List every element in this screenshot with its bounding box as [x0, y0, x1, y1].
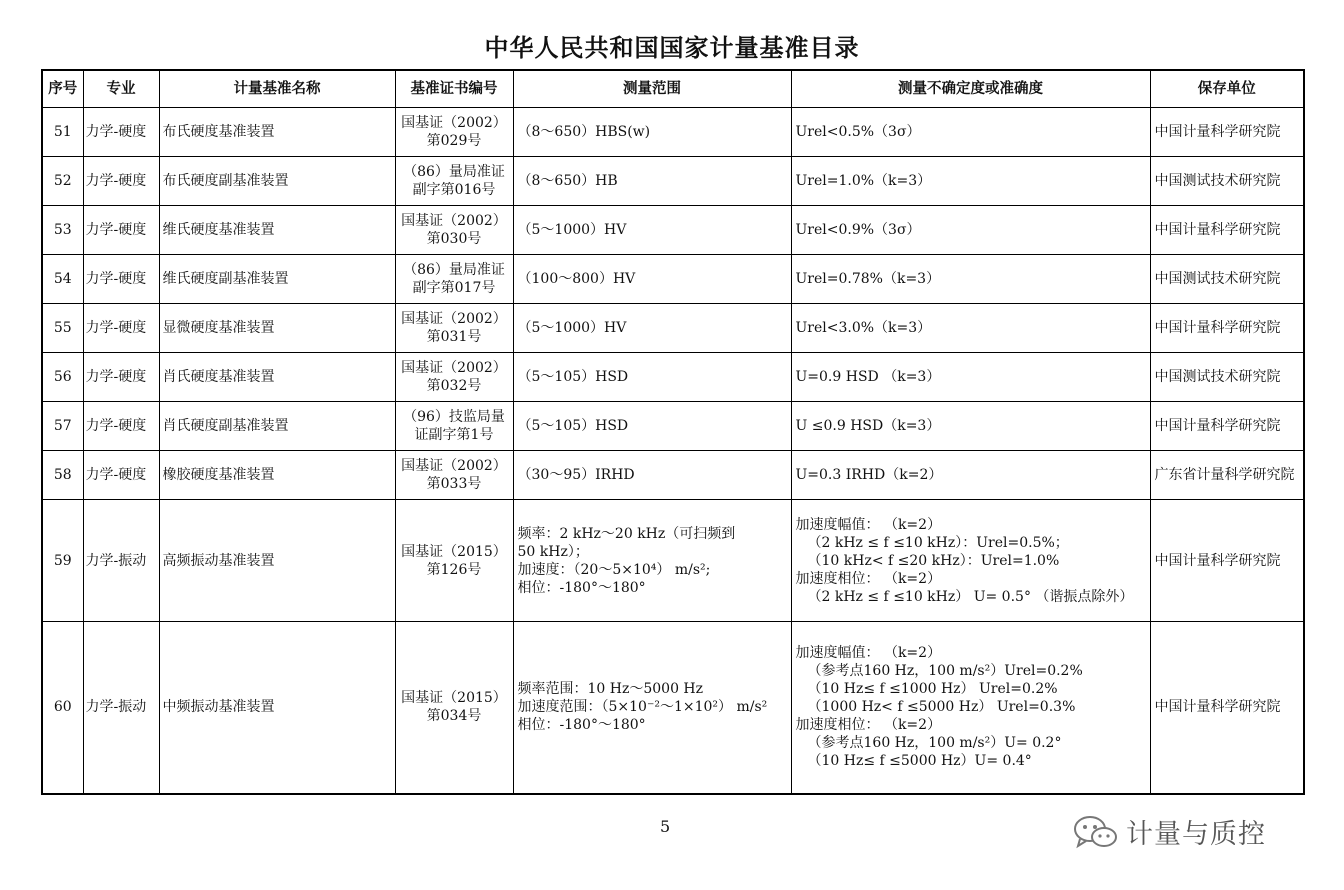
cell-uncertainty [791, 402, 1150, 451]
table-row [42, 500, 1304, 622]
cell-cert [395, 255, 513, 304]
cell-range-line: 50 kHz）； [517, 543, 589, 560]
cell-range-line: （5～105）HSD [517, 418, 629, 434]
cell-cert-line: 国基证（2002） [401, 311, 507, 327]
cell-cert-line: （96）技监局量 [403, 409, 505, 425]
header-name: 计量基准名称 [159, 70, 395, 108]
page-title: 中华人民共和国国家计量基准目录 [484, 34, 860, 62]
cell-cert [395, 157, 513, 206]
cell-uncertainty-line: （10 Hz≤ f ≤5000 Hz）U= 0.4° [807, 753, 1032, 770]
cell-field: 力学-硬度 [83, 353, 159, 402]
cell-uncertainty-line: Urel<0.9%（3σ） [795, 222, 921, 238]
cell-cert-line: （86）量局准证 [403, 262, 505, 278]
cell-no: 59 [42, 500, 83, 622]
cell-cert-line: 第126号 [426, 561, 482, 578]
cell-name: 维氏硬度副基准装置 [159, 255, 395, 304]
cell-no: 57 [42, 402, 83, 451]
cell-uncertainty-line: Urel<3.0%（k=3） [795, 320, 932, 336]
cell-uncertainty [791, 451, 1150, 500]
cell-name: 橡胶硬度基准装置 [159, 451, 395, 500]
table-row [42, 255, 1304, 304]
cell-uncertainty [791, 622, 1150, 794]
cell-range-line: 加速度范围：（5×10⁻²～1×10²） m/s² [517, 699, 768, 716]
cell-field: 力学-硬度 [83, 304, 159, 353]
cell-range-line: （5～1000）HV [517, 320, 627, 336]
cell-range-line: 相位：-180°～180° [517, 717, 646, 734]
cell-cert [395, 451, 513, 500]
cell-range [513, 108, 791, 157]
cell-cert-line: 第034号 [426, 708, 482, 725]
header-no: 序号 [42, 70, 83, 108]
cell-uncertainty-line: Urel=1.0%（k=3） [795, 173, 932, 189]
cell-range [513, 451, 791, 500]
cell-unit: 中国计量科学研究院 [1150, 206, 1304, 255]
cell-uncertainty-line: U ≤0.9 HSD（k=3） [795, 418, 941, 434]
cell-name: 肖氏硬度基准装置 [159, 353, 395, 402]
cell-cert [395, 500, 513, 622]
cell-uncertainty-line: （10 Hz≤ f ≤1000 Hz） Urel=0.2% [807, 681, 1058, 698]
cell-cert-line: 副字第016号 [412, 182, 496, 198]
table-row [42, 451, 1304, 500]
cell-name: 维氏硬度基准装置 [159, 206, 395, 255]
cell-no: 56 [42, 353, 83, 402]
cell-range [513, 157, 791, 206]
watermark [1072, 812, 1266, 851]
cell-cert-line: （86）量局准证 [403, 164, 505, 180]
cell-cert-line: 国基证（2002） [401, 458, 507, 474]
cell-uncertainty [791, 157, 1150, 206]
cell-name: 中频振动基准装置 [159, 622, 395, 794]
cell-no: 51 [42, 108, 83, 157]
cell-uncertainty-line: （2 kHz ≤ f ≤10 kHz）：Urel=0.5%； [807, 534, 1069, 551]
cell-name: 显微硬度基准装置 [159, 304, 395, 353]
cell-name: 高频振动基准装置 [159, 500, 395, 622]
cell-cert [395, 402, 513, 451]
cell-cert-line: 证副字第1号 [414, 427, 494, 443]
cell-cert-line: 副字第017号 [412, 280, 496, 296]
cell-range-line: （5～1000）HV [517, 222, 627, 238]
table-row [42, 157, 1304, 206]
cell-uncertainty-line: （参考点160 Hz，100 m/s²）U= 0.2° [807, 735, 1062, 752]
table-row [42, 206, 1304, 255]
cell-unit: 中国测试技术研究院 [1150, 157, 1304, 206]
cell-name: 布氏硬度副基准装置 [159, 157, 395, 206]
cell-unit: 广东省计量科学研究院 [1150, 451, 1304, 500]
cell-range-line: 加速度：（20～5×10⁴） m/s²; [517, 561, 711, 578]
cell-range [513, 500, 791, 622]
cell-uncertainty [791, 206, 1150, 255]
cell-cert-line: 第031号 [426, 329, 482, 345]
cell-unit: 中国计量科学研究院 [1150, 622, 1304, 794]
cell-cert-line: 第029号 [426, 133, 482, 149]
cell-cert-line: 国基证（2015） [401, 690, 507, 707]
cell-field: 力学-硬度 [83, 108, 159, 157]
cell-cert [395, 108, 513, 157]
cell-uncertainty-line: 加速度幅值： （k=2） [795, 645, 942, 662]
standards-table [41, 69, 1305, 795]
cell-unit: 中国计量科学研究院 [1150, 402, 1304, 451]
cell-no: 52 [42, 157, 83, 206]
cell-uncertainty-line: U=0.9 HSD （k=3） [795, 369, 941, 385]
cell-uncertainty [791, 353, 1150, 402]
cell-uncertainty [791, 108, 1150, 157]
cell-range [513, 402, 791, 451]
cell-uncertainty-line: （参考点160 Hz，100 m/s²）Urel=0.2% [807, 663, 1083, 680]
cell-cert [395, 206, 513, 255]
cell-uncertainty [791, 500, 1150, 622]
cell-no: 54 [42, 255, 83, 304]
table-row [42, 402, 1304, 451]
cell-no: 58 [42, 451, 83, 500]
cell-uncertainty-line: Urel<0.5%（3σ） [795, 124, 921, 140]
cell-field: 力学-振动 [83, 622, 159, 794]
cell-uncertainty [791, 255, 1150, 304]
cell-range-line: （8～650）HB [517, 173, 618, 189]
cell-range [513, 353, 791, 402]
table-header-row [42, 70, 1304, 108]
cell-field: 力学-硬度 [83, 157, 159, 206]
cell-no: 60 [42, 622, 83, 794]
header-uncertainty: 测量不确定度或准确度 [791, 70, 1150, 108]
cell-no: 53 [42, 206, 83, 255]
page-number: 5 [660, 817, 671, 836]
cell-range-line: 频率：2 kHz～20 kHz（可扫频到 [517, 525, 736, 542]
cell-cert [395, 622, 513, 794]
cell-uncertainty-line: Urel=0.78%（k=3） [795, 271, 941, 287]
cell-name: 肖氏硬度副基准装置 [159, 402, 395, 451]
cell-cert-line: 国基证（2015） [401, 543, 507, 560]
cell-uncertainty-line: （2 kHz ≤ f ≤10 kHz） U= 0.5° （谐振点除外） [807, 588, 1134, 605]
cell-uncertainty-line: （10 kHz< f ≤20 kHz）：Urel=1.0% [807, 552, 1060, 569]
cell-range [513, 304, 791, 353]
table-row [42, 622, 1304, 794]
cell-range-line: （30～95）IRHD [517, 467, 635, 483]
cell-uncertainty-line: 加速度幅值： （k=2） [795, 516, 942, 533]
cell-range [513, 255, 791, 304]
cell-range-line: 相位：-180°～180° [517, 579, 646, 596]
cell-range [513, 206, 791, 255]
cell-no: 55 [42, 304, 83, 353]
cell-uncertainty-line: U=0.3 IRHD（k=2） [795, 467, 943, 483]
cell-field: 力学-硬度 [83, 206, 159, 255]
header-unit: 保存单位 [1150, 70, 1304, 108]
cell-uncertainty-line: 加速度相位： （k=2） [795, 717, 942, 734]
table-row [42, 353, 1304, 402]
cell-cert [395, 304, 513, 353]
watermark-text: 计量与质控 [1126, 819, 1266, 850]
cell-range-line: （5～105）HSD [517, 369, 629, 385]
cell-cert-line: 国基证（2002） [401, 213, 507, 229]
cell-unit: 中国计量科学研究院 [1150, 108, 1304, 157]
cell-uncertainty [791, 304, 1150, 353]
cell-cert-line: 国基证（2002） [401, 115, 507, 131]
header-field: 专业 [83, 70, 159, 108]
cell-unit: 中国测试技术研究院 [1150, 255, 1304, 304]
cell-field: 力学-振动 [83, 500, 159, 622]
cell-field: 力学-硬度 [83, 255, 159, 304]
cell-range-line: （100～800）HV [517, 271, 636, 287]
cell-uncertainty-line: 加速度相位： （k=2） [795, 570, 942, 587]
cell-field: 力学-硬度 [83, 402, 159, 451]
table-row [42, 304, 1304, 353]
cell-field: 力学-硬度 [83, 451, 159, 500]
cell-cert-line: 第030号 [426, 231, 482, 247]
cell-cert-line: 第033号 [426, 476, 482, 492]
cell-unit: 中国计量科学研究院 [1150, 500, 1304, 622]
cell-name: 布氏硬度基准装置 [159, 108, 395, 157]
cell-cert-line: 第032号 [426, 378, 482, 394]
header-range: 测量范围 [513, 70, 791, 108]
cell-unit: 中国测试技术研究院 [1150, 353, 1304, 402]
cell-unit: 中国计量科学研究院 [1150, 304, 1304, 353]
wechat-icon [1072, 815, 1120, 849]
cell-cert-line: 国基证（2002） [401, 360, 507, 376]
header-cert: 基准证书编号 [395, 70, 513, 108]
cell-range-line: （8～650）HBS(w) [517, 124, 651, 140]
cell-uncertainty-line: （1000 Hz< f ≤5000 Hz） Urel=0.3% [807, 699, 1076, 716]
table-row [42, 108, 1304, 157]
cell-range [513, 622, 791, 794]
cell-cert [395, 353, 513, 402]
cell-range-line: 频率范围：10 Hz～5000 Hz [517, 681, 704, 698]
